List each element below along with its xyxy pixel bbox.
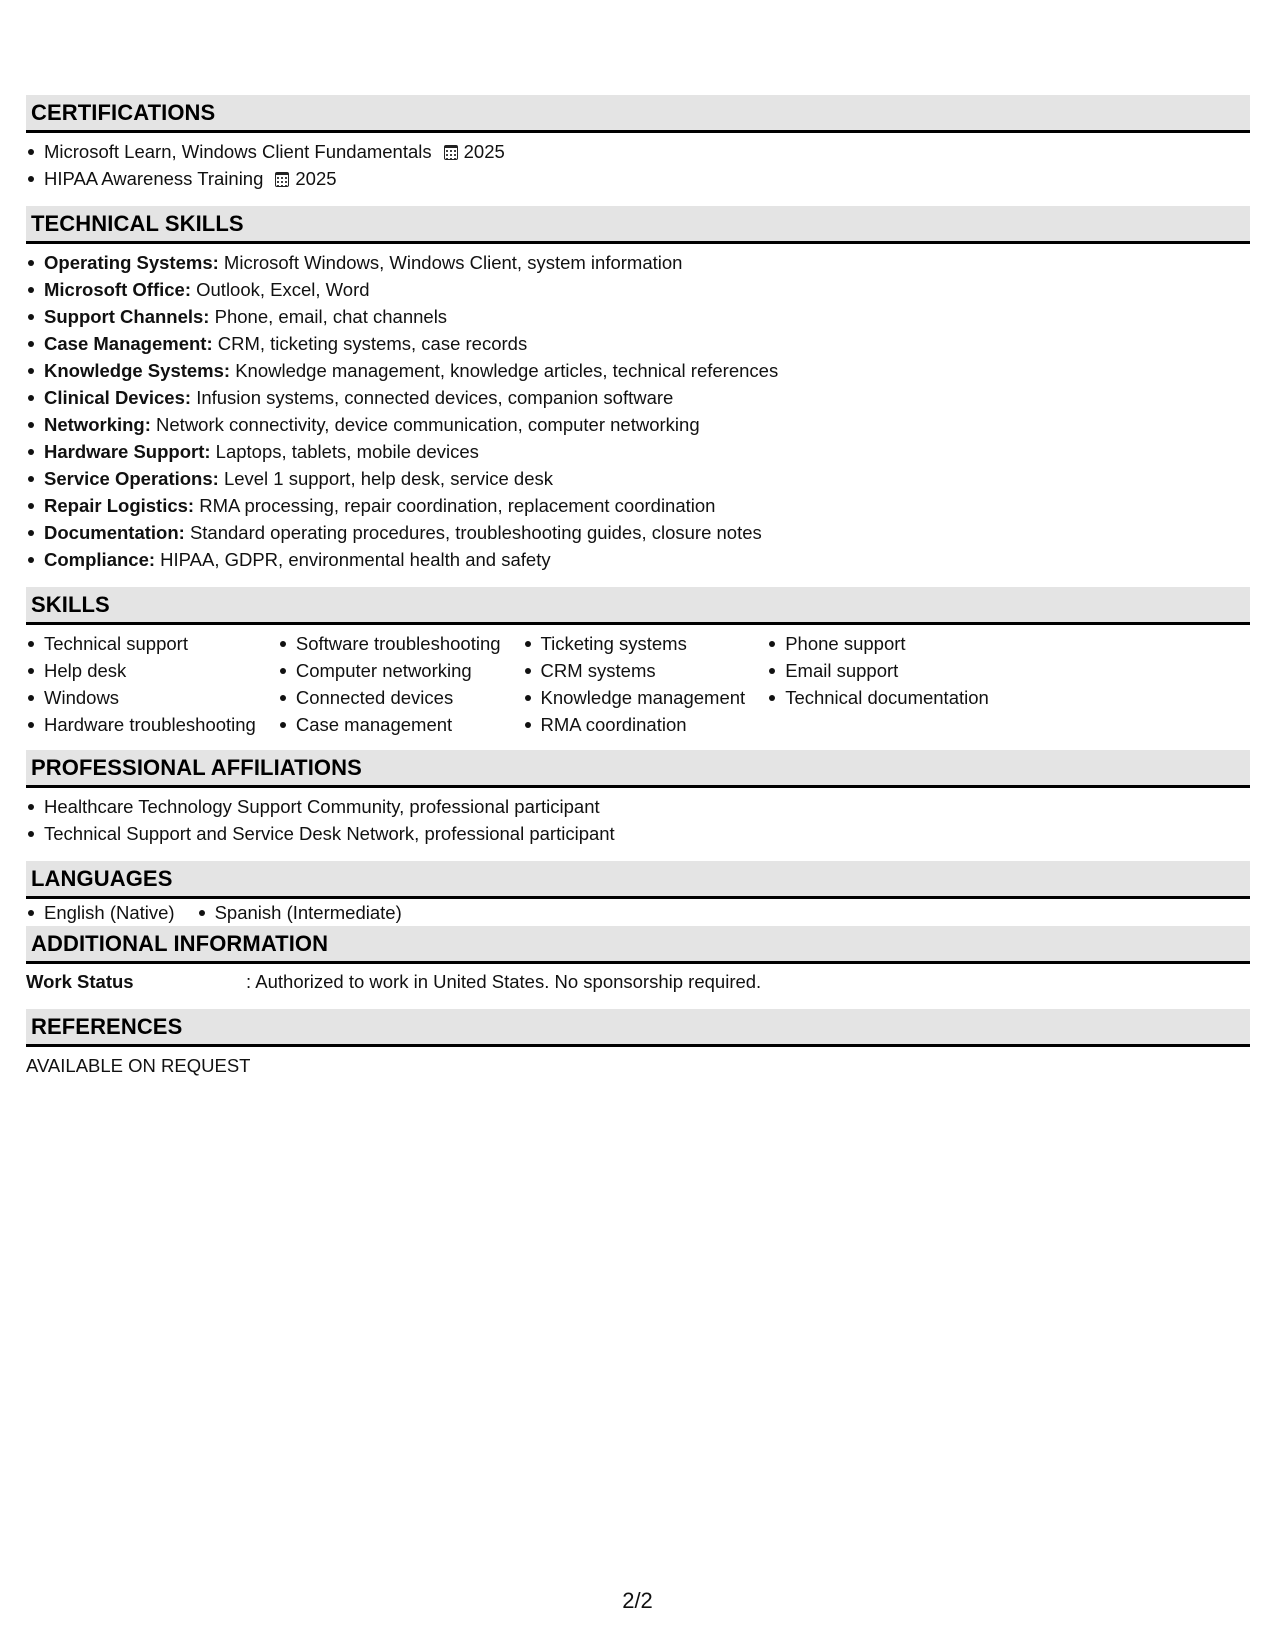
technical-skill-label: Repair Logistics: xyxy=(44,495,195,516)
technical-skill-label: Knowledge Systems: xyxy=(44,360,231,381)
skill-item: Case management xyxy=(278,711,501,738)
skills-column xyxy=(278,630,501,738)
resume-page xyxy=(26,95,1250,1079)
skills-header xyxy=(26,587,1250,625)
technical-skill-value: Phone, email, chat channels xyxy=(214,306,448,327)
references-header xyxy=(26,1009,1250,1047)
technical-skill-label: Hardware Support: xyxy=(44,441,211,462)
technical-skill-label: Service Operations: xyxy=(44,468,219,489)
technical-skill-item xyxy=(26,492,1250,519)
technical-skill-value: RMA processing, repair coordination, replacement coordination xyxy=(199,495,716,516)
technical-skill-item xyxy=(26,276,1250,303)
languages-list xyxy=(26,899,1250,926)
certification-item xyxy=(26,165,1250,192)
skill-item: Ticketing systems xyxy=(523,630,746,657)
technical-skill-item xyxy=(26,519,1250,546)
technical-skill-value: CRM, ticketing systems, case records xyxy=(217,333,528,354)
technical-skill-item xyxy=(26,249,1250,276)
section-title: PROFESSIONAL AFFILIATIONS xyxy=(31,754,362,780)
section-title: REFERENCES xyxy=(31,1013,183,1039)
affiliation-item: Technical Support and Service Desk Network, professional participant xyxy=(26,820,1250,847)
skill-item: Software troubleshooting xyxy=(278,630,501,657)
calendar-icon xyxy=(275,172,289,187)
certification-year: 2025 xyxy=(295,168,337,189)
work-status-value: : Authorized to work in United States. No sponsorship required. xyxy=(246,971,762,992)
technical-skills-list-block xyxy=(26,244,1250,587)
technical-skills-header xyxy=(26,206,1250,244)
technical-skill-item xyxy=(26,411,1250,438)
technical-skill-value: Network connectivity, device communication, computer networking xyxy=(156,414,700,435)
section-title: CERTIFICATIONS xyxy=(31,99,216,125)
technical-skill-value: Infusion systems, connected devices, companion software xyxy=(196,387,674,408)
skill-item: Windows xyxy=(26,684,256,711)
certifications-list-block xyxy=(26,133,1250,206)
affiliation-item: Healthcare Technology Support Community, professional participant xyxy=(26,793,1250,820)
skill-item: RMA coordination xyxy=(523,711,746,738)
technical-skill-label: Operating Systems: xyxy=(44,252,219,273)
technical-skill-value: Knowledge management, knowledge articles, technical references xyxy=(235,360,779,381)
technical-skill-label: Networking: xyxy=(44,414,151,435)
technical-skills-list xyxy=(26,249,1250,573)
certifications-list xyxy=(26,138,1250,192)
technical-skill-item xyxy=(26,357,1250,384)
languages-header xyxy=(26,861,1250,899)
skill-item: Technical support xyxy=(26,630,256,657)
skill-item: Hardware troubleshooting xyxy=(26,711,256,738)
calendar-icon xyxy=(444,145,458,160)
technical-skill-label: Support Channels: xyxy=(44,306,210,327)
technical-skill-item xyxy=(26,438,1250,465)
section-title: TECHNICAL SKILLS xyxy=(31,210,244,236)
skill-item: CRM systems xyxy=(523,657,746,684)
affiliations-list xyxy=(26,793,1250,847)
technical-skill-value: Standard operating procedures, troubleshooting guides, closure notes xyxy=(189,522,762,543)
technical-skill-item xyxy=(26,465,1250,492)
section-title: SKILLS xyxy=(31,591,110,617)
language-item: Spanish (Intermediate) xyxy=(197,899,402,926)
technical-skill-item xyxy=(26,384,1250,411)
skill-item: Knowledge management xyxy=(523,684,746,711)
technical-skill-label: Microsoft Office: xyxy=(44,279,191,300)
technical-skill-item xyxy=(26,546,1250,573)
skills-grid xyxy=(26,625,1250,750)
language-item: English (Native) xyxy=(26,899,175,926)
technical-skill-value: Microsoft Windows, Windows Client, system information xyxy=(223,252,683,273)
skills-column xyxy=(523,630,746,738)
affiliations-header xyxy=(26,750,1250,788)
page-number: 2/2 xyxy=(622,1588,653,1613)
work-status-row xyxy=(26,964,1250,1009)
skills-column xyxy=(26,630,256,738)
additional-info-header xyxy=(26,926,1250,964)
skill-item: Help desk xyxy=(26,657,256,684)
skill-item: Technical documentation xyxy=(767,684,989,711)
affiliations-list-block xyxy=(26,788,1250,861)
skill-item: Computer networking xyxy=(278,657,501,684)
technical-skill-item xyxy=(26,330,1250,357)
skill-item: Phone support xyxy=(767,630,989,657)
certifications-header xyxy=(26,95,1250,133)
technical-skill-item xyxy=(26,303,1250,330)
technical-skill-value: Laptops, tablets, mobile devices xyxy=(215,441,479,462)
section-title: ADDITIONAL INFORMATION xyxy=(31,930,329,956)
technical-skill-value: HIPAA, GDPR, environmental health and safety xyxy=(160,549,551,570)
skills-column xyxy=(767,630,989,738)
technical-skill-label: Case Management: xyxy=(44,333,213,354)
technical-skill-label: Clinical Devices: xyxy=(44,387,192,408)
certification-year: 2025 xyxy=(463,141,505,162)
certification-name: Microsoft Learn, Windows Client Fundamentals xyxy=(44,141,432,162)
certification-item xyxy=(26,138,1250,165)
references-text: AVAILABLE ON REQUEST xyxy=(26,1055,251,1076)
work-status-label: Work Status xyxy=(26,971,134,992)
technical-skill-label: Compliance: xyxy=(44,549,156,570)
technical-skill-value: Level 1 support, help desk, service desk xyxy=(223,468,554,489)
technical-skill-label: Documentation: xyxy=(44,522,185,543)
skill-item: Connected devices xyxy=(278,684,501,711)
skill-item: Email support xyxy=(767,657,989,684)
certification-name: HIPAA Awareness Training xyxy=(44,168,264,189)
section-title: LANGUAGES xyxy=(31,865,173,891)
technical-skill-value: Outlook, Excel, Word xyxy=(196,279,370,300)
